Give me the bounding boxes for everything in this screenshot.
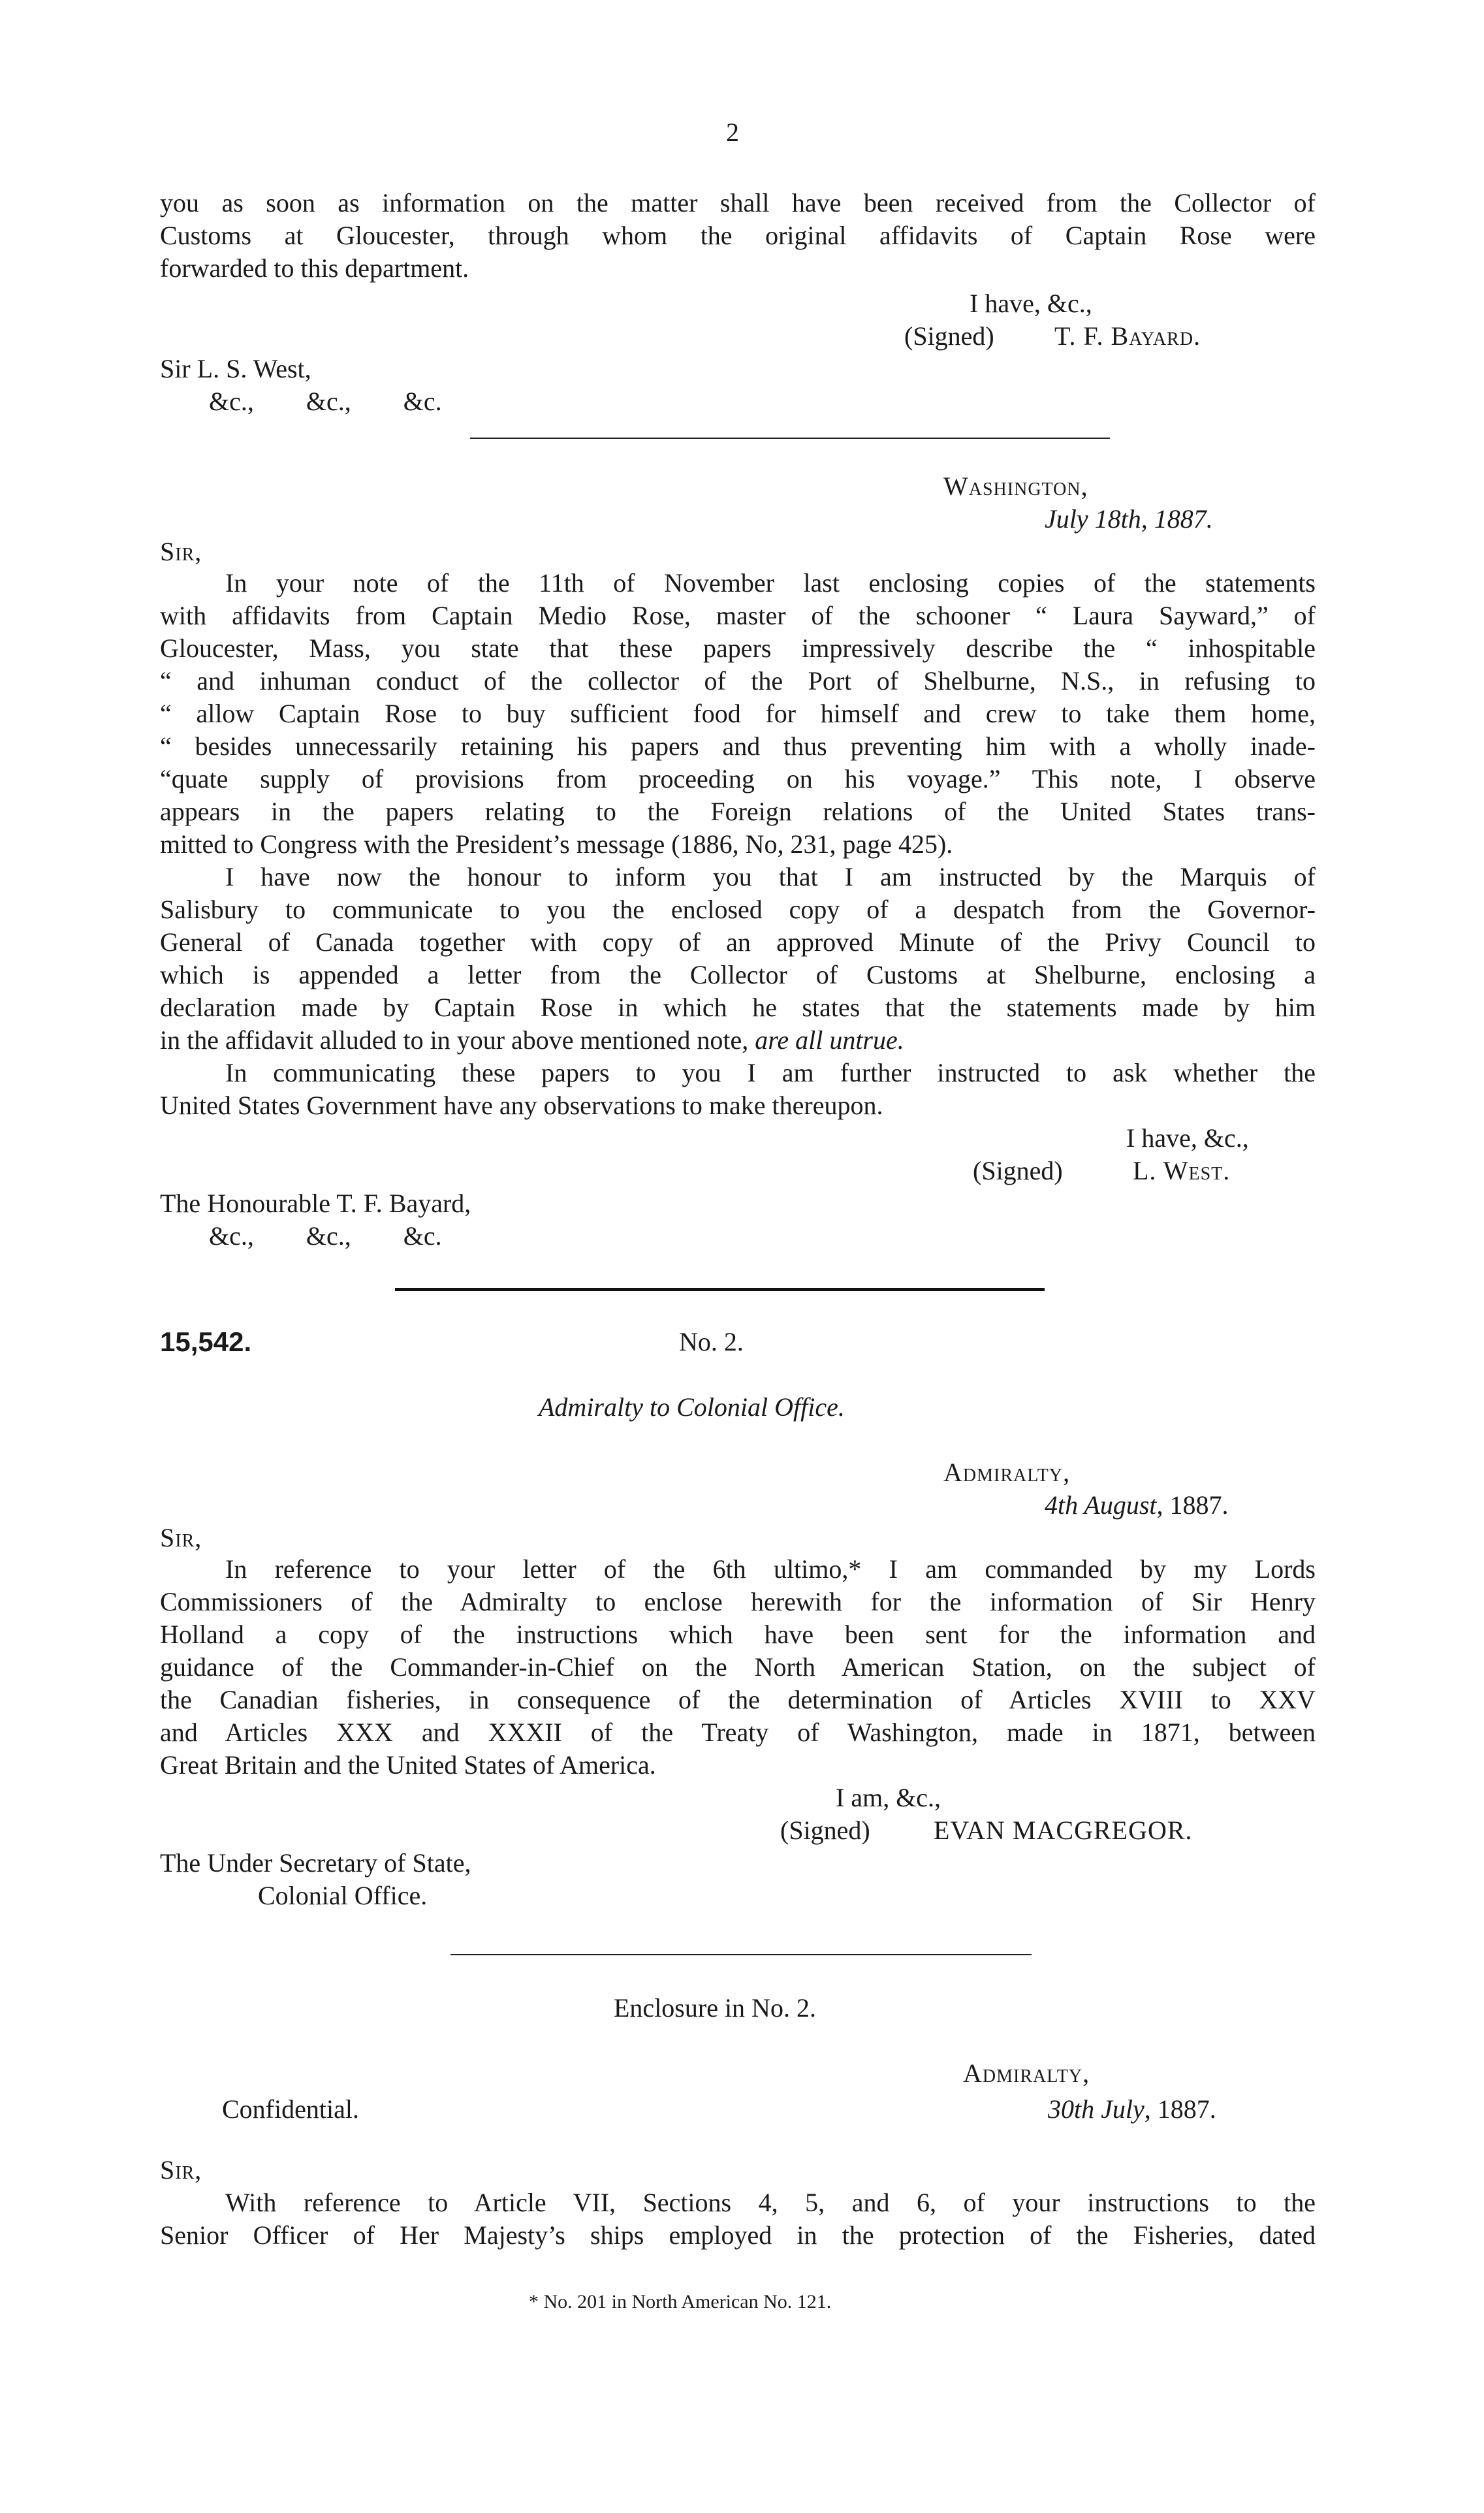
enclosure-place: Admiralty,	[963, 2058, 1090, 2088]
text-line: appears in the papers relating to the Foreign relations of the United States trans-	[160, 797, 1316, 826]
footnote: * No. 201 in North American No. 121.	[529, 2291, 832, 2313]
enclosure-heading: Enclosure in No. 2.	[614, 1993, 816, 2023]
text-line: Commissioners of the Admiralty to enclose herewith for the information of Sir Henry	[160, 1587, 1316, 1616]
date-year: , 1887.	[1156, 1490, 1229, 1520]
text-line: Senior Officer of Her Majesty’s ships employed in the protection of the Fisheries, dated	[160, 2220, 1316, 2250]
section-number: 15,542.	[160, 1326, 252, 1357]
letter2-addressee-etc: &c., &c., &c.	[209, 1221, 442, 1251]
text-line	[160, 1024, 1316, 1057]
text-line: With reference to Article VII, Sections 4, 5, and 6, of your instructions to the	[225, 2188, 1316, 2217]
letter2-paragraph-2	[160, 861, 1316, 1057]
page-number: 2	[726, 118, 739, 147]
text-line: and Articles XXX and XXXII of the Treaty of Washington, made in 1871, between	[160, 1718, 1316, 1747]
letter1-signed-label: (Signed)	[904, 321, 994, 351]
divider-rule	[450, 1954, 1032, 1955]
section-addressee-line1: The Under Secretary of State,	[160, 1848, 471, 1878]
letter2-signed-label: (Signed)	[973, 1156, 1063, 1185]
text-line: you as soon as information on the matter shall have been received from the Collector of	[160, 188, 1316, 217]
letter1-signature: T. F. Bayard.	[1054, 321, 1201, 351]
text-line: “ besides unnecessarily retaining his papers and thus preventing him with a wholly inade-	[160, 731, 1316, 761]
letter1-addressee-etc: &c., &c., &c.	[209, 387, 442, 416]
italic-phrase: are all untrue.	[755, 1025, 904, 1055]
text-line: “ allow Captain Rose to buy sufficient food for himself and crew to take them home,	[160, 699, 1316, 728]
letter2-salutation: Sir,	[160, 537, 202, 566]
text-run: in the affidavit alluded to in your above mentioned note,	[160, 1025, 749, 1055]
text-line: I have now the honour to inform you that I am instructed by the Marquis of	[225, 862, 1316, 891]
text-line: forwarded to this department.	[160, 253, 469, 283]
text-line: Gloucester, Mass, you state that these papers impressively describe the “ inhospitable	[160, 633, 1316, 663]
enclosure-date	[1048, 2093, 1216, 2126]
section-signature: EVAN MACGREGOR.	[934, 1816, 1193, 1845]
text-line: the Canadian fisheries, in consequence of the determination of Articles XVIII to XXV	[160, 1685, 1316, 1714]
divider-rule	[470, 438, 1110, 439]
section-divider-rule	[395, 1288, 1045, 1291]
letter1-body	[160, 187, 1316, 285]
enclosure-confidential: Confidential.	[222, 2094, 359, 2124]
letter2-place: Washington,	[943, 472, 1088, 501]
text-line: In communicating these papers to you I am further instructed to ask whether the	[225, 1058, 1316, 1087]
text-line: United States Government have any observations to make thereupon.	[160, 1091, 883, 1120]
section-salutation: Sir,	[160, 1523, 202, 1552]
date-year: , 1887.	[1144, 2094, 1216, 2124]
text-line: declaration made by Captain Rose in which he states that the statements made by him	[160, 993, 1316, 1022]
letter1-closing: I have, &c.,	[970, 289, 1092, 318]
letter2-closing: I have, &c.,	[1126, 1123, 1249, 1153]
enclosure-salutation: Sir,	[160, 2155, 202, 2185]
letter1-addressee: Sir L. S. West,	[160, 354, 311, 383]
date-day: 30th July	[1048, 2094, 1145, 2124]
section-place: Admiralty,	[943, 1458, 1071, 1487]
text-line: General of Canada together with copy of an approved Minute of the Privy Council to	[160, 927, 1316, 957]
section-title: Admiralty to Colonial Office.	[539, 1392, 845, 1422]
section-signed-label: (Signed)	[780, 1816, 870, 1845]
text-line: Holland a copy of the instructions which have been sent for the information and	[160, 1620, 1316, 1649]
text-line: Great Britain and the United States of America.	[160, 1750, 656, 1780]
text-line: with affidavits from Captain Medio Rose, master of the schooner “ Laura Sayward,” of	[160, 601, 1316, 630]
section-closing: I am, &c.,	[836, 1783, 941, 1812]
text-line: mitted to Congress with the President’s message (1886, No, 231, page 425).	[160, 829, 953, 859]
text-line: which is appended a letter from the Collector of Customs at Shelburne, enclosing a	[160, 960, 1316, 989]
text-line: “ and inhuman conduct of the collector of the Port of Shelburne, N.S., in refusing to	[160, 666, 1316, 696]
text-line: Salisbury to communicate to you the enclosed copy of a despatch from the Governor-	[160, 895, 1316, 924]
text-line: In reference to your letter of the 6th ultimo,* I am commanded by my Lords	[225, 1554, 1316, 1584]
letter2-paragraph-1	[160, 567, 1316, 861]
letter2-addressee: The Honourable T. F. Bayard,	[160, 1189, 471, 1218]
section-date	[1045, 1489, 1229, 1522]
text-line: Customs at Gloucester, through whom the original affidavits of Captain Rose were	[160, 221, 1316, 250]
text-line: “quate supply of provisions from proceeding on his voyage.” This note, I observe	[160, 764, 1316, 793]
text-line: In your note of the 11th of November last enclosing copies of the statements	[225, 568, 1316, 598]
text-line: guidance of the Commander-in-Chief on the North American Station, on the subject of	[160, 1652, 1316, 1682]
letter2-paragraph-3	[160, 1057, 1316, 1122]
section-addressee-line2: Colonial Office.	[258, 1881, 428, 1910]
section-doc-no: No. 2.	[679, 1327, 744, 1356]
enclosure-body	[160, 2186, 1316, 2252]
section-body	[160, 1553, 1316, 1782]
letter2-signature: L. West.	[1133, 1156, 1231, 1185]
date-day: 4th August	[1045, 1490, 1157, 1520]
letter2-date: July 18th, 1887.	[1045, 504, 1213, 534]
